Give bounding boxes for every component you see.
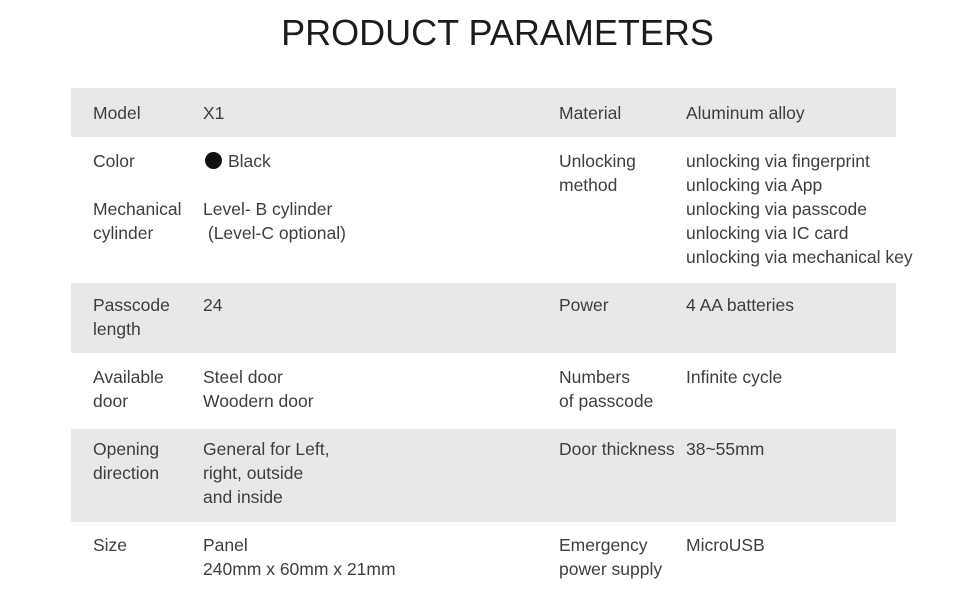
unlocking-label-line1: Unlocking xyxy=(559,151,636,171)
unlocking-value-1: unlocking via fingerprint xyxy=(686,151,870,171)
size-label: Size xyxy=(93,535,128,555)
numbers-passcode-value: Infinite cycle xyxy=(686,367,783,387)
mechanical-value-line2: (Level-C optional) xyxy=(203,223,346,243)
size-value-line1: Panel xyxy=(203,535,248,555)
mechanical-value-line1: Level- B cylinder xyxy=(203,199,333,219)
opening-value-line3: and inside xyxy=(203,487,283,507)
opening-value-line2: right, outside xyxy=(203,463,304,483)
row-band-3 xyxy=(71,429,896,522)
unlocking-value-4: unlocking via IC card xyxy=(686,223,849,243)
mechanical-label-line2: cylinder xyxy=(93,223,154,243)
model-value: X1 xyxy=(203,103,225,123)
color-value xyxy=(205,149,271,173)
unlocking-label-line2: method xyxy=(559,175,618,195)
door-thickness-value: 38~55mm xyxy=(686,439,765,459)
size-value-line2: 240mm x 60mm x 21mm xyxy=(203,559,396,579)
available-door-value-line2: Woodern door xyxy=(203,391,314,411)
color-value-text: Black xyxy=(228,151,271,171)
passcode-length-value: 24 xyxy=(203,295,223,315)
material-label: Material xyxy=(559,103,622,123)
available-door-label-line2: door xyxy=(93,391,129,411)
numbers-passcode-label-line2: of passcode xyxy=(559,391,654,411)
opening-label-line1: Opening xyxy=(93,439,160,459)
mechanical-label-line1: Mechanical xyxy=(93,199,182,219)
opening-value-line1: General for Left, xyxy=(203,439,330,459)
emergency-label-line2: power supply xyxy=(559,559,663,579)
passcode-length-label-line2: length xyxy=(93,319,141,339)
passcode-length-label-line1: Passcode xyxy=(93,295,170,315)
color-swatch-icon xyxy=(205,152,222,169)
emergency-value: MicroUSB xyxy=(686,535,765,555)
color-label: Color xyxy=(93,151,135,171)
available-door-label-line1: Available xyxy=(93,367,164,387)
model-label: Model xyxy=(93,103,141,123)
power-value: 4 AA batteries xyxy=(686,295,794,315)
numbers-passcode-label-line1: Numbers xyxy=(559,367,630,387)
page-title: PRODUCT PARAMETERS xyxy=(281,12,714,53)
opening-label-line2: direction xyxy=(93,463,160,483)
power-label: Power xyxy=(559,295,609,315)
material-value: Aluminum alloy xyxy=(686,103,805,123)
available-door-value-line1: Steel door xyxy=(203,367,283,387)
unlocking-value-5: unlocking via mechanical key xyxy=(686,247,913,267)
emergency-label-line1: Emergency xyxy=(559,535,648,555)
door-thickness-label: Door thickness xyxy=(559,439,675,459)
unlocking-value-2: unlocking via App xyxy=(686,175,823,195)
unlocking-value-3: unlocking via passcode xyxy=(686,199,867,219)
